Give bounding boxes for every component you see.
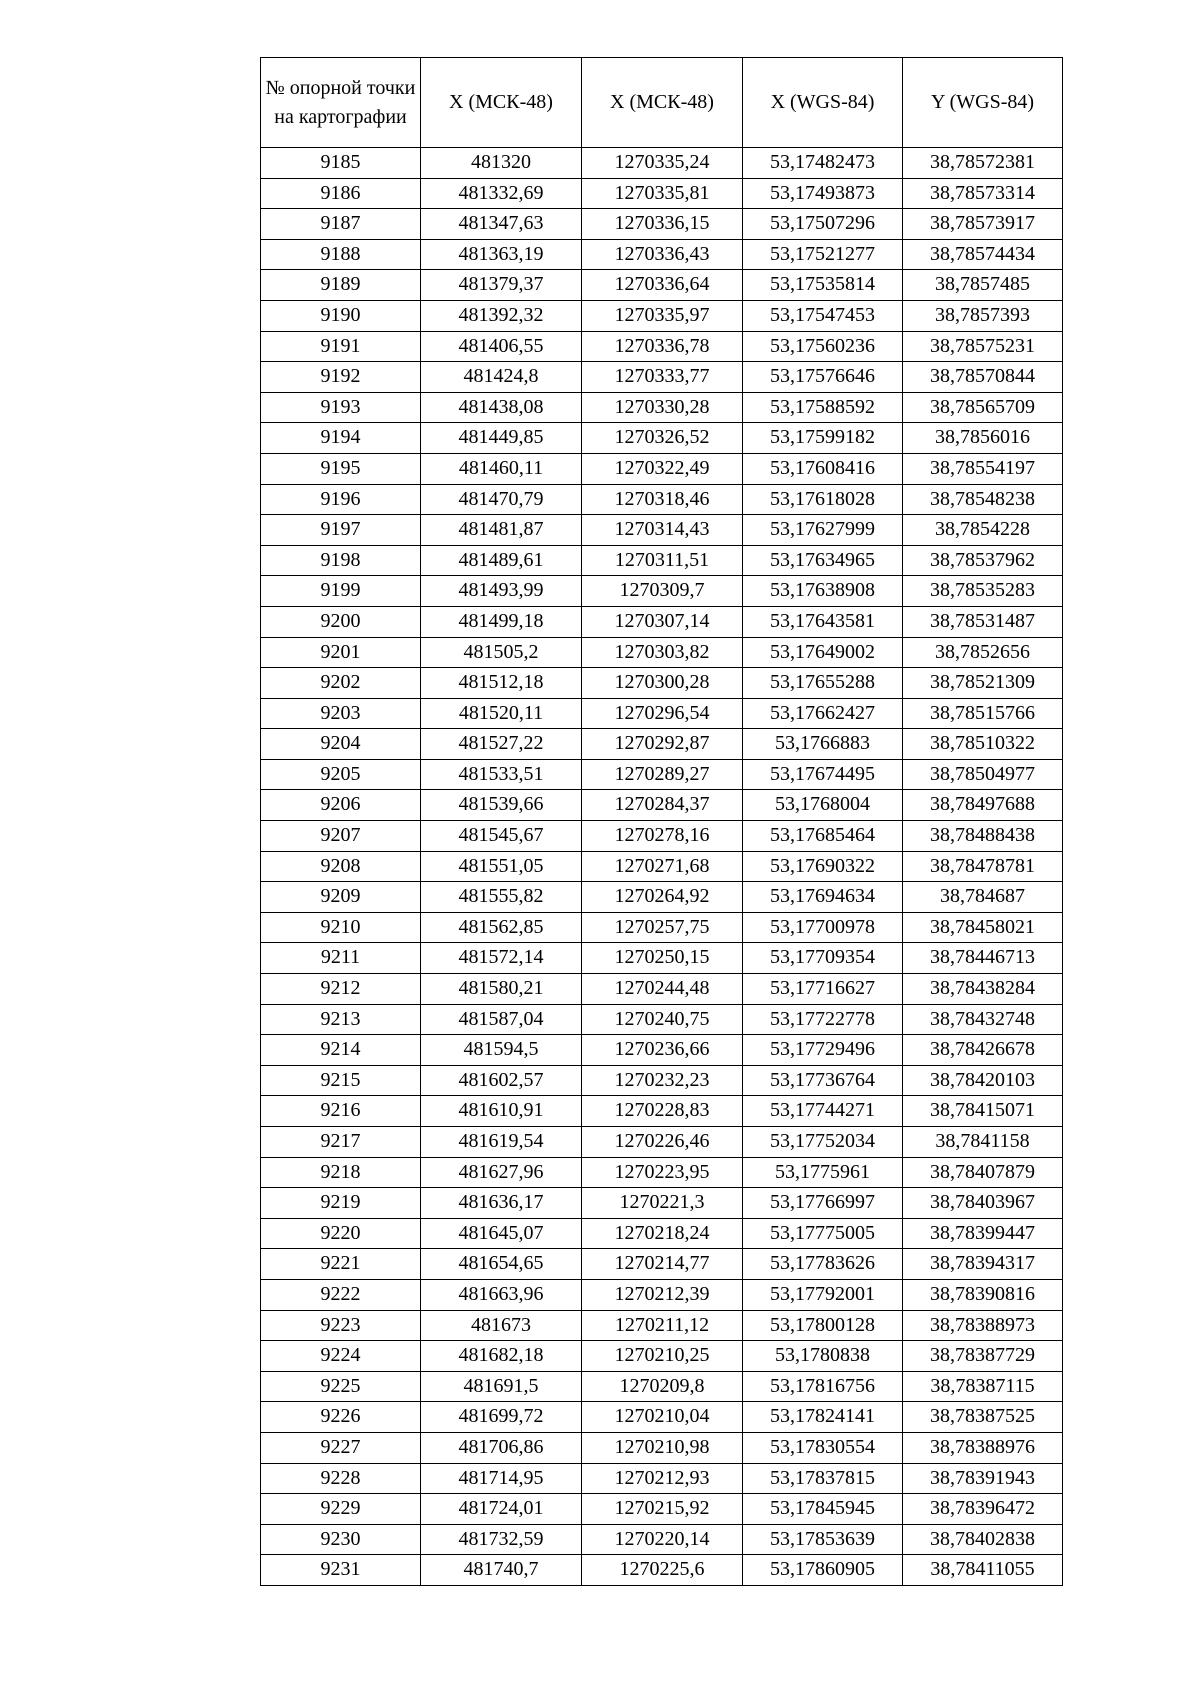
- table-row: [261, 1249, 1063, 1280]
- cell-x-wgs84: 53,1775961: [743, 1157, 903, 1188]
- table-row: [261, 974, 1063, 1005]
- cell-x-wgs84: 53,17837815: [743, 1463, 903, 1494]
- cell-x-wgs84: 53,1766883: [743, 729, 903, 760]
- cell-x-msk48-1: 481527,22: [421, 729, 582, 760]
- cell-x-msk48-1: 481562,85: [421, 912, 582, 943]
- cell-x-wgs84: 53,17694634: [743, 882, 903, 913]
- cell-point-number: 9210: [261, 912, 421, 943]
- table-row: [261, 1371, 1063, 1402]
- cell-y-wgs84: 38,78411055: [903, 1555, 1063, 1586]
- cell-x-msk48-2: 1270333,77: [582, 362, 743, 393]
- table-row: [261, 545, 1063, 576]
- cell-x-msk48-2: 1270209,8: [582, 1371, 743, 1402]
- cell-x-msk48-2: 1270307,14: [582, 606, 743, 637]
- cell-point-number: 9193: [261, 392, 421, 423]
- cell-x-msk48-2: 1270314,43: [582, 515, 743, 546]
- cell-y-wgs84: 38,78565709: [903, 392, 1063, 423]
- cell-x-msk48-1: 481587,04: [421, 1004, 582, 1035]
- table-row: [261, 1463, 1063, 1494]
- cell-x-wgs84: 53,17722778: [743, 1004, 903, 1035]
- table-row: [261, 1065, 1063, 1096]
- cell-y-wgs84: 38,78426678: [903, 1035, 1063, 1066]
- cell-x-wgs84: 53,17766997: [743, 1188, 903, 1219]
- cell-x-msk48-2: 1270210,25: [582, 1341, 743, 1372]
- cell-x-msk48-1: 481533,51: [421, 759, 582, 790]
- header-row: [261, 58, 1063, 148]
- cell-point-number: 9201: [261, 637, 421, 668]
- cell-point-number: 9213: [261, 1004, 421, 1035]
- table-row: [261, 943, 1063, 974]
- cell-x-wgs84: 53,17853639: [743, 1524, 903, 1555]
- cell-point-number: 9202: [261, 668, 421, 699]
- cell-point-number: 9192: [261, 362, 421, 393]
- header-point-number: № опорной точки на картографии: [261, 58, 421, 148]
- cell-point-number: 9228: [261, 1463, 421, 1494]
- cell-point-number: 9204: [261, 729, 421, 760]
- cell-x-msk48-2: 1270232,23: [582, 1065, 743, 1096]
- table-row: [261, 1555, 1063, 1586]
- table-row: [261, 453, 1063, 484]
- cell-x-msk48-2: 1270215,92: [582, 1494, 743, 1525]
- cell-x-msk48-2: 1270220,14: [582, 1524, 743, 1555]
- cell-x-msk48-2: 1270210,04: [582, 1402, 743, 1433]
- cell-x-msk48-2: 1270244,48: [582, 974, 743, 1005]
- cell-x-wgs84: 53,17845945: [743, 1494, 903, 1525]
- cell-x-msk48-2: 1270212,93: [582, 1463, 743, 1494]
- cell-y-wgs84: 38,7857485: [903, 270, 1063, 301]
- table-header: [261, 58, 1063, 148]
- cell-x-msk48-1: 481572,14: [421, 943, 582, 974]
- table-row: [261, 1341, 1063, 1372]
- table-row: [261, 606, 1063, 637]
- cell-y-wgs84: 38,78387525: [903, 1402, 1063, 1433]
- cell-x-msk48-2: 1270322,49: [582, 453, 743, 484]
- cell-x-msk48-2: 1270264,92: [582, 882, 743, 913]
- cell-x-msk48-2: 1270278,16: [582, 821, 743, 852]
- cell-x-wgs84: 53,17736764: [743, 1065, 903, 1096]
- cell-x-msk48-1: 481481,87: [421, 515, 582, 546]
- cell-point-number: 9197: [261, 515, 421, 546]
- cell-x-msk48-1: 481619,54: [421, 1127, 582, 1158]
- cell-y-wgs84: 38,78548238: [903, 484, 1063, 515]
- cell-x-msk48-1: 481392,32: [421, 300, 582, 331]
- cell-x-msk48-2: 1270212,39: [582, 1279, 743, 1310]
- cell-x-wgs84: 53,17599182: [743, 423, 903, 454]
- cell-x-msk48-1: 481320: [421, 148, 582, 179]
- cell-point-number: 9189: [261, 270, 421, 301]
- cell-x-wgs84: 53,17709354: [743, 943, 903, 974]
- cell-x-msk48-2: 1270223,95: [582, 1157, 743, 1188]
- cell-x-msk48-2: 1270271,68: [582, 851, 743, 882]
- cell-y-wgs84: 38,78554197: [903, 453, 1063, 484]
- cell-point-number: 9231: [261, 1555, 421, 1586]
- cell-point-number: 9205: [261, 759, 421, 790]
- table-row: [261, 1157, 1063, 1188]
- cell-x-msk48-2: 1270284,37: [582, 790, 743, 821]
- cell-point-number: 9195: [261, 453, 421, 484]
- cell-x-msk48-2: 1270303,82: [582, 637, 743, 668]
- cell-y-wgs84: 38,78415071: [903, 1096, 1063, 1127]
- cell-x-msk48-1: 481732,59: [421, 1524, 582, 1555]
- cell-x-msk48-2: 1270228,83: [582, 1096, 743, 1127]
- cell-x-msk48-2: 1270335,24: [582, 148, 743, 179]
- cell-x-msk48-2: 1270335,97: [582, 300, 743, 331]
- cell-y-wgs84: 38,78407879: [903, 1157, 1063, 1188]
- cell-y-wgs84: 38,78535283: [903, 576, 1063, 607]
- table-row: [261, 637, 1063, 668]
- cell-x-wgs84: 53,17618028: [743, 484, 903, 515]
- cell-x-msk48-1: 481706,86: [421, 1432, 582, 1463]
- cell-x-wgs84: 53,17643581: [743, 606, 903, 637]
- table-row: [261, 1188, 1063, 1219]
- cell-y-wgs84: 38,78531487: [903, 606, 1063, 637]
- table-row: [261, 851, 1063, 882]
- cell-x-wgs84: 53,17482473: [743, 148, 903, 179]
- cell-point-number: 9187: [261, 209, 421, 240]
- cell-x-msk48-1: 481332,69: [421, 178, 582, 209]
- cell-x-wgs84: 53,17547453: [743, 300, 903, 331]
- cell-x-msk48-1: 481499,18: [421, 606, 582, 637]
- cell-x-msk48-1: 481699,72: [421, 1402, 582, 1433]
- header-x-msk48-1: X (МСК-48): [421, 58, 582, 148]
- cell-x-msk48-1: 481682,18: [421, 1341, 582, 1372]
- cell-x-wgs84: 53,17507296: [743, 209, 903, 240]
- coordinates-table: [260, 57, 1063, 1586]
- cell-x-msk48-2: 1270226,46: [582, 1127, 743, 1158]
- cell-x-wgs84: 53,17655288: [743, 668, 903, 699]
- cell-x-wgs84: 53,17700978: [743, 912, 903, 943]
- cell-x-wgs84: 53,17690322: [743, 851, 903, 882]
- cell-x-msk48-1: 481724,01: [421, 1494, 582, 1525]
- cell-point-number: 9206: [261, 790, 421, 821]
- table-row: [261, 729, 1063, 760]
- cell-point-number: 9212: [261, 974, 421, 1005]
- cell-x-msk48-1: 481602,57: [421, 1065, 582, 1096]
- cell-point-number: 9219: [261, 1188, 421, 1219]
- cell-point-number: 9209: [261, 882, 421, 913]
- cell-point-number: 9227: [261, 1432, 421, 1463]
- table-row: [261, 821, 1063, 852]
- cell-y-wgs84: 38,78573314: [903, 178, 1063, 209]
- cell-x-msk48-1: 481551,05: [421, 851, 582, 882]
- cell-y-wgs84: 38,7854228: [903, 515, 1063, 546]
- cell-y-wgs84: 38,78521309: [903, 668, 1063, 699]
- cell-x-msk48-1: 481460,11: [421, 453, 582, 484]
- cell-y-wgs84: 38,78432748: [903, 1004, 1063, 1035]
- cell-point-number: 9185: [261, 148, 421, 179]
- cell-x-msk48-1: 481691,5: [421, 1371, 582, 1402]
- cell-x-msk48-2: 1270211,12: [582, 1310, 743, 1341]
- cell-y-wgs84: 38,78387115: [903, 1371, 1063, 1402]
- table-row: [261, 1402, 1063, 1433]
- cell-y-wgs84: 38,78394317: [903, 1249, 1063, 1280]
- cell-x-msk48-1: 481438,08: [421, 392, 582, 423]
- cell-x-msk48-1: 481406,55: [421, 331, 582, 362]
- cell-point-number: 9194: [261, 423, 421, 454]
- cell-point-number: 9214: [261, 1035, 421, 1066]
- cell-x-wgs84: 53,17816756: [743, 1371, 903, 1402]
- cell-x-wgs84: 53,1768004: [743, 790, 903, 821]
- cell-y-wgs84: 38,7857393: [903, 300, 1063, 331]
- cell-x-msk48-1: 481714,95: [421, 1463, 582, 1494]
- cell-x-msk48-1: 481493,99: [421, 576, 582, 607]
- cell-y-wgs84: 38,78399447: [903, 1218, 1063, 1249]
- cell-x-msk48-2: 1270240,75: [582, 1004, 743, 1035]
- cell-x-wgs84: 53,17521277: [743, 239, 903, 270]
- cell-x-msk48-1: 481663,96: [421, 1279, 582, 1310]
- table-row: [261, 759, 1063, 790]
- cell-x-msk48-2: 1270326,52: [582, 423, 743, 454]
- cell-y-wgs84: 38,78497688: [903, 790, 1063, 821]
- cell-x-msk48-1: 481610,91: [421, 1096, 582, 1127]
- cell-y-wgs84: 38,78572381: [903, 148, 1063, 179]
- table-row: [261, 1432, 1063, 1463]
- cell-x-msk48-2: 1270335,81: [582, 178, 743, 209]
- cell-x-msk48-1: 481520,11: [421, 698, 582, 729]
- cell-x-wgs84: 53,17783626: [743, 1249, 903, 1280]
- cell-x-msk48-1: 481489,61: [421, 545, 582, 576]
- cell-y-wgs84: 38,78574434: [903, 239, 1063, 270]
- cell-x-wgs84: 53,17830554: [743, 1432, 903, 1463]
- cell-x-msk48-1: 481424,8: [421, 362, 582, 393]
- cell-x-msk48-2: 1270336,78: [582, 331, 743, 362]
- cell-x-msk48-2: 1270221,3: [582, 1188, 743, 1219]
- cell-point-number: 9196: [261, 484, 421, 515]
- table-row: [261, 1310, 1063, 1341]
- cell-point-number: 9186: [261, 178, 421, 209]
- cell-y-wgs84: 38,78504977: [903, 759, 1063, 790]
- cell-point-number: 9208: [261, 851, 421, 882]
- cell-x-wgs84: 53,17634965: [743, 545, 903, 576]
- cell-x-wgs84: 53,17649002: [743, 637, 903, 668]
- table-row: [261, 270, 1063, 301]
- cell-x-msk48-2: 1270210,98: [582, 1432, 743, 1463]
- cell-x-msk48-1: 481673: [421, 1310, 582, 1341]
- table-row: [261, 882, 1063, 913]
- cell-y-wgs84: 38,78438284: [903, 974, 1063, 1005]
- cell-x-msk48-2: 1270250,15: [582, 943, 743, 974]
- cell-x-wgs84: 53,17775005: [743, 1218, 903, 1249]
- cell-y-wgs84: 38,78510322: [903, 729, 1063, 760]
- table-row: [261, 1127, 1063, 1158]
- cell-point-number: 9188: [261, 239, 421, 270]
- cell-x-wgs84: 53,17800128: [743, 1310, 903, 1341]
- cell-point-number: 9226: [261, 1402, 421, 1433]
- cell-x-msk48-2: 1270225,6: [582, 1555, 743, 1586]
- table-row: [261, 1035, 1063, 1066]
- cell-point-number: 9221: [261, 1249, 421, 1280]
- cell-point-number: 9191: [261, 331, 421, 362]
- cell-y-wgs84: 38,78390816: [903, 1279, 1063, 1310]
- cell-point-number: 9225: [261, 1371, 421, 1402]
- cell-x-wgs84: 53,17627999: [743, 515, 903, 546]
- cell-x-msk48-1: 481449,85: [421, 423, 582, 454]
- table-row: [261, 362, 1063, 393]
- header-y-wgs84: Y (WGS-84): [903, 58, 1063, 148]
- cell-x-msk48-2: 1270292,87: [582, 729, 743, 760]
- table-row: [261, 790, 1063, 821]
- cell-x-msk48-1: 481555,82: [421, 882, 582, 913]
- cell-x-msk48-2: 1270300,28: [582, 668, 743, 699]
- table-row: [261, 912, 1063, 943]
- table-row: [261, 148, 1063, 179]
- cell-x-msk48-1: 481505,2: [421, 637, 582, 668]
- cell-y-wgs84: 38,78420103: [903, 1065, 1063, 1096]
- table-row: [261, 392, 1063, 423]
- cell-point-number: 9203: [261, 698, 421, 729]
- cell-y-wgs84: 38,7856016: [903, 423, 1063, 454]
- cell-point-number: 9190: [261, 300, 421, 331]
- cell-x-msk48-2: 1270311,51: [582, 545, 743, 576]
- cell-x-msk48-1: 481347,63: [421, 209, 582, 240]
- cell-x-wgs84: 53,17752034: [743, 1127, 903, 1158]
- cell-x-wgs84: 53,17824141: [743, 1402, 903, 1433]
- cell-y-wgs84: 38,78387729: [903, 1341, 1063, 1372]
- cell-point-number: 9211: [261, 943, 421, 974]
- header-x-msk48-2: X (МСК-48): [582, 58, 743, 148]
- table-row: [261, 1279, 1063, 1310]
- cell-x-wgs84: 53,17560236: [743, 331, 903, 362]
- cell-x-msk48-1: 481627,96: [421, 1157, 582, 1188]
- cell-y-wgs84: 38,78570844: [903, 362, 1063, 393]
- cell-x-msk48-2: 1270318,46: [582, 484, 743, 515]
- cell-y-wgs84: 38,78403967: [903, 1188, 1063, 1219]
- cell-point-number: 9217: [261, 1127, 421, 1158]
- cell-y-wgs84: 38,7852656: [903, 637, 1063, 668]
- cell-y-wgs84: 38,78515766: [903, 698, 1063, 729]
- cell-y-wgs84: 38,7841158: [903, 1127, 1063, 1158]
- cell-x-wgs84: 53,17576646: [743, 362, 903, 393]
- cell-y-wgs84: 38,78488438: [903, 821, 1063, 852]
- cell-x-wgs84: 53,17716627: [743, 974, 903, 1005]
- cell-x-msk48-2: 1270330,28: [582, 392, 743, 423]
- cell-x-msk48-1: 481363,19: [421, 239, 582, 270]
- cell-x-msk48-1: 481539,66: [421, 790, 582, 821]
- cell-x-msk48-2: 1270218,24: [582, 1218, 743, 1249]
- table-row: [261, 1218, 1063, 1249]
- cell-point-number: 9218: [261, 1157, 421, 1188]
- cell-x-msk48-1: 481545,67: [421, 821, 582, 852]
- cell-x-msk48-2: 1270257,75: [582, 912, 743, 943]
- cell-point-number: 9220: [261, 1218, 421, 1249]
- cell-x-msk48-2: 1270214,77: [582, 1249, 743, 1280]
- cell-y-wgs84: 38,78446713: [903, 943, 1063, 974]
- cell-x-msk48-2: 1270336,43: [582, 239, 743, 270]
- cell-x-msk48-2: 1270236,66: [582, 1035, 743, 1066]
- cell-x-wgs84: 53,17662427: [743, 698, 903, 729]
- cell-x-wgs84: 53,17685464: [743, 821, 903, 852]
- cell-y-wgs84: 38,78458021: [903, 912, 1063, 943]
- cell-x-wgs84: 53,17638908: [743, 576, 903, 607]
- table-row: [261, 576, 1063, 607]
- cell-x-msk48-1: 481470,79: [421, 484, 582, 515]
- cell-x-wgs84: 53,17729496: [743, 1035, 903, 1066]
- cell-x-msk48-1: 481636,17: [421, 1188, 582, 1219]
- cell-point-number: 9216: [261, 1096, 421, 1127]
- table-row: [261, 515, 1063, 546]
- cell-point-number: 9223: [261, 1310, 421, 1341]
- table-row: [261, 668, 1063, 699]
- cell-y-wgs84: 38,78388973: [903, 1310, 1063, 1341]
- cell-point-number: 9198: [261, 545, 421, 576]
- cell-y-wgs84: 38,78575231: [903, 331, 1063, 362]
- cell-x-msk48-2: 1270336,64: [582, 270, 743, 301]
- cell-x-wgs84: 53,17588592: [743, 392, 903, 423]
- table-row: [261, 423, 1063, 454]
- cell-x-msk48-1: 481580,21: [421, 974, 582, 1005]
- table-row: [261, 300, 1063, 331]
- cell-x-msk48-2: 1270289,27: [582, 759, 743, 790]
- cell-x-wgs84: 53,17535814: [743, 270, 903, 301]
- cell-point-number: 9199: [261, 576, 421, 607]
- cell-x-wgs84: 53,17608416: [743, 453, 903, 484]
- table-row: [261, 331, 1063, 362]
- cell-point-number: 9224: [261, 1341, 421, 1372]
- header-x-wgs84: X (WGS-84): [743, 58, 903, 148]
- cell-y-wgs84: 38,78573917: [903, 209, 1063, 240]
- cell-x-wgs84: 53,17860905: [743, 1555, 903, 1586]
- cell-y-wgs84: 38,78537962: [903, 545, 1063, 576]
- table-row: [261, 484, 1063, 515]
- cell-point-number: 9229: [261, 1494, 421, 1525]
- cell-y-wgs84: 38,78391943: [903, 1463, 1063, 1494]
- cell-x-msk48-2: 1270296,54: [582, 698, 743, 729]
- cell-x-wgs84: 53,17792001: [743, 1279, 903, 1310]
- cell-x-msk48-2: 1270336,15: [582, 209, 743, 240]
- cell-x-msk48-1: 481654,65: [421, 1249, 582, 1280]
- cell-y-wgs84: 38,78388976: [903, 1432, 1063, 1463]
- cell-y-wgs84: 38,784687: [903, 882, 1063, 913]
- cell-x-wgs84: 53,17674495: [743, 759, 903, 790]
- table-row: [261, 178, 1063, 209]
- cell-point-number: 9230: [261, 1524, 421, 1555]
- cell-point-number: 9207: [261, 821, 421, 852]
- cell-x-msk48-1: 481645,07: [421, 1218, 582, 1249]
- table-row: [261, 1524, 1063, 1555]
- cell-x-msk48-1: 481379,37: [421, 270, 582, 301]
- cell-x-msk48-1: 481512,18: [421, 668, 582, 699]
- cell-y-wgs84: 38,78478781: [903, 851, 1063, 882]
- cell-x-wgs84: 53,17744271: [743, 1096, 903, 1127]
- cell-y-wgs84: 38,78396472: [903, 1494, 1063, 1525]
- table-row: [261, 698, 1063, 729]
- table-row: [261, 239, 1063, 270]
- cell-x-wgs84: 53,17493873: [743, 178, 903, 209]
- cell-x-wgs84: 53,1780838: [743, 1341, 903, 1372]
- cell-x-msk48-2: 1270309,7: [582, 576, 743, 607]
- cell-point-number: 9215: [261, 1065, 421, 1096]
- cell-x-msk48-1: 481740,7: [421, 1555, 582, 1586]
- table-row: [261, 1096, 1063, 1127]
- cell-y-wgs84: 38,78402838: [903, 1524, 1063, 1555]
- table-row: [261, 1004, 1063, 1035]
- cell-point-number: 9200: [261, 606, 421, 637]
- table-row: [261, 1494, 1063, 1525]
- table-body: [261, 148, 1063, 1586]
- table-row: [261, 209, 1063, 240]
- cell-x-msk48-1: 481594,5: [421, 1035, 582, 1066]
- cell-point-number: 9222: [261, 1279, 421, 1310]
